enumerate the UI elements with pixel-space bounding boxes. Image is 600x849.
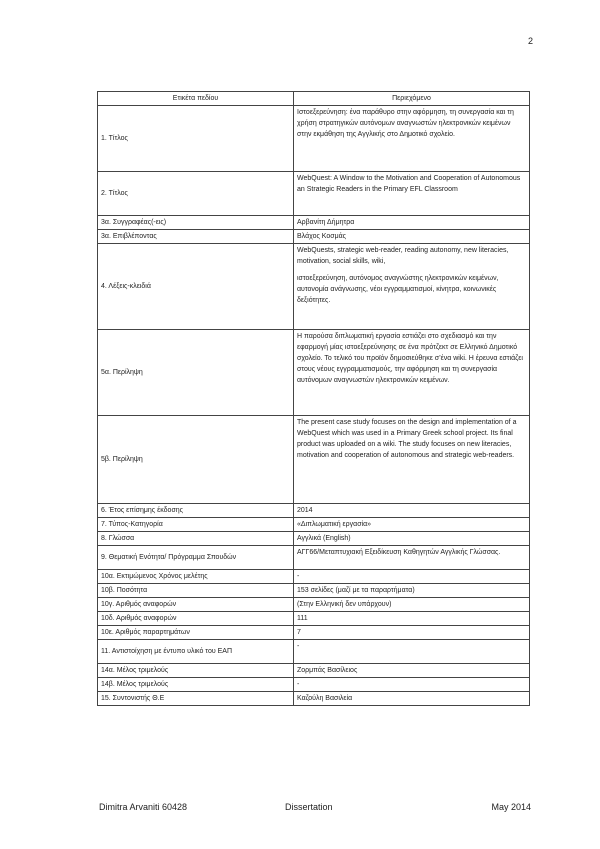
field-value-text: Ιστοεξερεύνηση: ένα παράθυρο στην αφόρμηση, τη συνεργασία και τη χρήση στρατηγικών αυτόνομων αναγνωστών ηλεκτρονικών κειμένων στην εκμάθηση της Αγγλικής στο Δημοτικό σχολείο.: [297, 109, 514, 138]
field-label: 7. Τύπος-Κατηγορία: [98, 518, 294, 532]
field-value-text: 2014: [297, 507, 313, 514]
field-value: [294, 172, 530, 216]
field-value-text: -: [297, 573, 300, 580]
field-value: [294, 106, 530, 172]
field-label: 1. Τίτλος: [98, 106, 294, 172]
table-header-row: [98, 92, 530, 106]
field-value-text: The present case study focuses on the design and implementation of a WebQuest which was used in a Primary Greek school project. Its final product was uploaded on a wiki. The study focuses on new literacies, motivation and cooperation of autonomous and strategic web-readers.: [297, 419, 517, 459]
field-value-text: Αρβανίτη Δήμητρα: [297, 219, 355, 226]
field-label: 10δ. Αριθμός αναφορών: [98, 612, 294, 626]
table-row: [98, 172, 530, 216]
footer-author: Dimitra Arvaniti 60428: [99, 802, 188, 812]
field-label: 10ε. Αριθμός παραρτημάτων: [98, 626, 294, 640]
metadata-table: [97, 91, 530, 706]
field-value: [294, 244, 530, 330]
table-row: [98, 640, 530, 664]
field-value: [294, 692, 530, 706]
table-row: [98, 230, 530, 244]
page-footer: [99, 802, 531, 814]
field-value: [294, 532, 530, 546]
field-value-text: 111: [297, 615, 308, 622]
field-value-text: Καζούλη Βασιλεία: [297, 695, 353, 702]
field-value-text: Η παρούσα διπλωματική εργασία εστιάζει στο σχεδιασμό και την εφαρμογή μίας ιστοεξερεύνησης σε ένα πρότζεκτ σε Ελληνικό Δημοτικό σχολείο. Το τελικό του προϊόν δημοσιεύθηκε σ’ένα wiki. Η έρευνα εστιάζει στους νέους εγγραμματισμούς, την αφόρμηση και τη συνεργασία αυτόνομων αναγνωστών ηλεκτρονικών κειμένων.: [297, 333, 523, 384]
field-value: [294, 230, 530, 244]
field-label: 3α. Συγγραφέας(-εις): [98, 216, 294, 230]
table-row: [98, 106, 530, 172]
table-row: [98, 626, 530, 640]
field-value-text: Ζορμπάς Βασίλειος: [297, 667, 358, 674]
field-value-text: 153 σελίδες (μαζί με τα παραρτήματα): [297, 587, 415, 594]
table-row: [98, 518, 530, 532]
field-label: 4. Λέξεις-κλειδιά: [98, 244, 294, 330]
table-row: [98, 532, 530, 546]
field-value-text: Βλάχος Κοσμάς: [297, 233, 347, 240]
table-row: [98, 416, 530, 504]
field-value: [294, 570, 530, 584]
field-value-text: Αγγλικά (English): [297, 535, 351, 542]
footer-date: May 2014: [491, 802, 531, 812]
column-header-label: Ετικέτα πεδίου: [98, 92, 294, 106]
field-label: 2. Τίτλος: [98, 172, 294, 216]
field-label: 10γ. Αριθμός αναφορών: [98, 598, 294, 612]
field-value: [294, 518, 530, 532]
field-value-text: 7: [297, 629, 301, 636]
field-value: [294, 640, 530, 664]
field-value-text: -: [297, 643, 300, 650]
field-label: 15. Συντονιστής Θ.Ε: [98, 692, 294, 706]
field-value: [294, 330, 530, 416]
field-label: 14β. Μέλος τριμελούς: [98, 678, 294, 692]
field-value: [294, 612, 530, 626]
field-value: [294, 598, 530, 612]
field-value: [294, 216, 530, 230]
field-value: [294, 504, 530, 518]
table-row: [98, 678, 530, 692]
field-label: 10β. Ποσότητα: [98, 584, 294, 598]
field-value-text: ΑΓΓ66/Μεταπτυχιακή Εξειδίκευση Καθηγητών Αγγλικής Γλώσσας.: [297, 549, 501, 556]
field-label: 5α. Περίληψη: [98, 330, 294, 416]
field-label: 6. Έτος επίσημης έκδοσης: [98, 504, 294, 518]
field-value-text: «Διπλωματική εργασία»: [297, 521, 372, 528]
table-row: [98, 692, 530, 706]
field-label: 11. Αντιστοίχηση με έντυπο υλικό του ΕΑΠ: [98, 640, 294, 664]
field-label: 8. Γλώσσα: [98, 532, 294, 546]
field-value: [294, 546, 530, 570]
field-value-text: (Στην Ελληνική δεν υπάρχουν): [297, 601, 392, 608]
table-row: [98, 244, 530, 330]
field-label: 3α. Επιβλέποντας: [98, 230, 294, 244]
table-row: [98, 598, 530, 612]
column-header-content: Περιεχόμενο: [294, 92, 530, 106]
field-value: [294, 678, 530, 692]
table-row: [98, 612, 530, 626]
table-row: [98, 330, 530, 416]
table-row: [98, 664, 530, 678]
field-value: [294, 416, 530, 504]
field-value: [294, 584, 530, 598]
field-value-text: ιστοεξερεύνηση, αυτόνομος αναγνώστης ηλεκτρονικών κειμένων, αυτονομία ανάγνωσης, νέοι εγγραμματισμοί, κίνητρα, κοινωνικές δεξιότητες.: [297, 275, 499, 304]
table-row: [98, 584, 530, 598]
field-value: [294, 626, 530, 640]
footer-title: Dissertation: [285, 802, 333, 812]
page-number: 2: [527, 36, 533, 46]
field-label: 5β. Περίληψη: [98, 416, 294, 504]
field-value-text: -: [297, 681, 300, 688]
field-value: [294, 664, 530, 678]
field-value-text: WebQuest: A Window to the Motivation and Cooperation of Autonomous an Strategic Readers in the Primary EFL Classroom: [297, 175, 521, 193]
table-row: [98, 216, 530, 230]
field-value-text: WebQuests, strategic web-reader, reading autonomy, new literacies, motivation, social skills, wiki,: [297, 247, 509, 265]
field-label: 14α. Μέλος τριμελούς: [98, 664, 294, 678]
field-label: 10α. Εκτιμώμενος Χρόνος μελέτης: [98, 570, 294, 584]
table-row: [98, 546, 530, 570]
field-label: 9. Θεματική Ενότητα/ Πρόγραμμα Σπουδών: [98, 546, 294, 570]
table-row: [98, 570, 530, 584]
table-row: [98, 504, 530, 518]
